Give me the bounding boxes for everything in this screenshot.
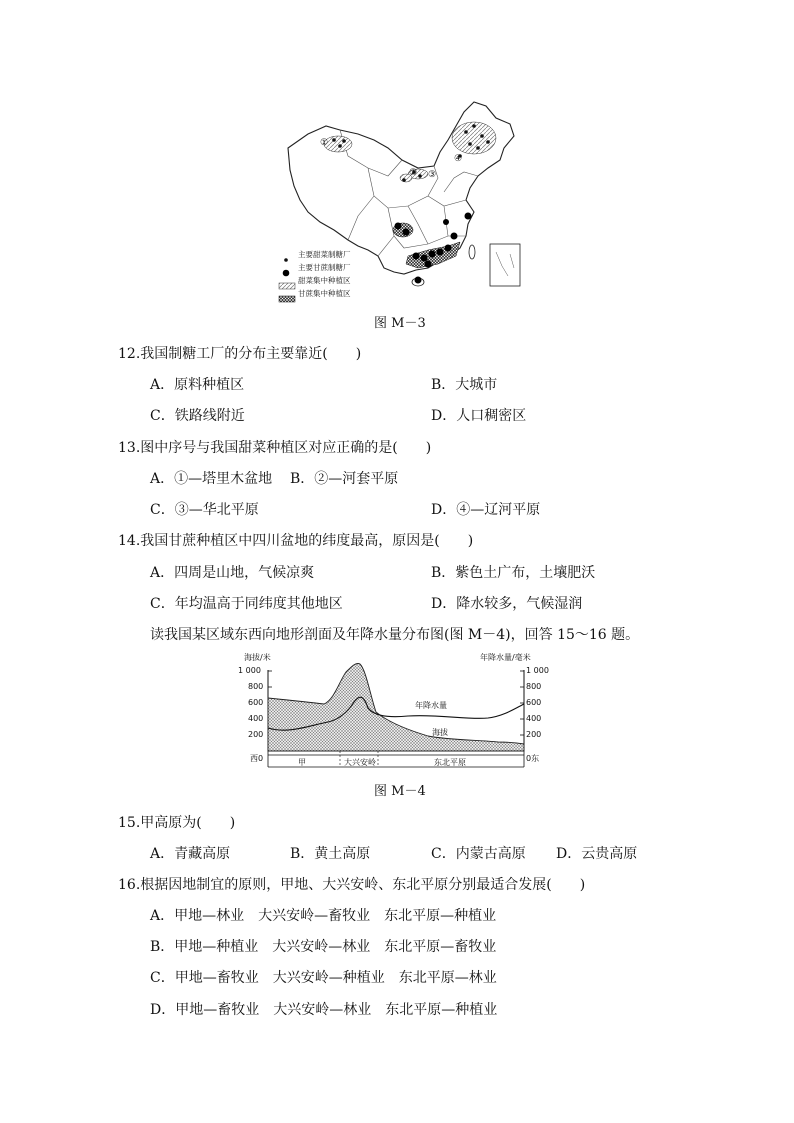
right-tick: 600 [526, 698, 542, 707]
right-tick: 200 [526, 730, 542, 739]
profile-chart [228, 650, 558, 772]
map-legend [278, 248, 378, 304]
left-tick: 600 [248, 698, 264, 707]
right-tick: 800 [526, 682, 542, 691]
legend-beet-factory [278, 248, 351, 261]
left-axis-title: 海拔/米 [244, 653, 271, 662]
region-daxinganling: 大兴安岭 [344, 758, 376, 767]
q12-option-b: B．大城市 [431, 377, 498, 393]
question-number: 12. [118, 346, 141, 362]
q13-option-b: B．②—河套平原 [290, 471, 399, 487]
q12-option-d: D．人口稠密区 [431, 408, 527, 424]
question-text: 我国制糖工厂的分布主要靠近( ) [140, 346, 362, 362]
question-number: 14. [118, 533, 141, 549]
q13-option-c: C．③—华北平原 [150, 502, 259, 518]
q14-option-c: C．年均温高于同纬度其他地区 [150, 596, 343, 612]
legend-label: 甘蔗集中种植区 [298, 289, 351, 298]
region-dongbei-plain: 东北平原 [434, 758, 466, 767]
left-tick: 0 [258, 754, 264, 763]
question-14 [118, 530, 473, 550]
right-tick: 0 [526, 754, 532, 763]
q16-option-d: D．甲地—畜牧业 大兴安岭—林业 东北平原—种植业 [150, 1002, 498, 1018]
question-text: 甲高原为( ) [140, 815, 236, 831]
q16-option-b: B．甲地—种植业 大兴安岭—林业 东北平原—畜牧业 [150, 939, 497, 955]
q16-option-c: C．甲地—畜牧业 大兴安岭—种植业 东北平原—林业 [150, 970, 497, 986]
profile-figure [228, 650, 558, 772]
left-tick: 800 [248, 682, 264, 691]
region-jia: 甲 [298, 758, 306, 767]
q13-option-d: D．④—辽河平原 [431, 502, 541, 518]
q14-option-d: D．降水较多，气候湿润 [431, 596, 583, 612]
question-number: 16. [118, 877, 141, 893]
q14-option-a: A．四周是山地，气候凉爽 [150, 565, 315, 581]
q13-option-a: A．①—塔里木盆地 [150, 471, 273, 487]
elevation-area [268, 663, 524, 751]
q14-option-b: B．紫色土广布，土壤肥沃 [431, 565, 596, 581]
question-text: 图中序号与我国甜菜种植区对应正确的是( ) [140, 440, 432, 456]
legend-label: 主要甜菜制糖厂 [298, 250, 351, 259]
question-12 [118, 343, 361, 363]
q15-option-d: D．云贵高原 [556, 846, 638, 862]
east-label: 东 [531, 754, 540, 763]
q16-option-a: A．甲地—林业 大兴安岭—畜牧业 东北平原—种植业 [150, 908, 497, 924]
question-13 [118, 437, 431, 457]
precipitation-label: 年降水量 [415, 701, 447, 710]
legend-beet-area [278, 274, 351, 287]
legend-cane-factory [278, 261, 351, 274]
elevation-label: 海拔 [432, 728, 448, 737]
q15-option-c: C．内蒙古高原 [431, 846, 526, 862]
question-16 [118, 874, 585, 894]
right-tick: 1 000 [526, 666, 549, 675]
question-text: 我国甘蔗种植区中四川盆地的纬度最高，原因是( ) [140, 533, 474, 549]
question-15 [118, 812, 235, 832]
right-tick: 400 [526, 714, 542, 723]
marker-1: ① [320, 138, 329, 148]
marker-4: ④ [454, 154, 463, 164]
map-caption: 图 M－3 [374, 316, 426, 331]
left-tick: 1 000 [238, 666, 261, 675]
profile-caption: 图 M－4 [374, 784, 426, 799]
light-hatch-icon [278, 276, 298, 286]
large-dot-icon [278, 263, 298, 273]
q15-option-b: B．黄土高原 [290, 846, 371, 862]
small-dot-icon [278, 250, 298, 260]
question-text: 根据因地制宜的原则，甲地、大兴安岭、东北平原分别最适合发展( ) [140, 877, 586, 893]
reading-intro: 读我国某区域东西向地形剖面及年降水量分布图(图 M－4)，回答 15～16 题。 [150, 627, 640, 643]
marker-3: ③ [428, 170, 437, 180]
marker-2: ② [409, 168, 418, 178]
question-number: 15. [118, 815, 141, 831]
question-number: 13. [118, 440, 141, 456]
dark-hatch-icon [278, 289, 298, 299]
legend-cane-area [278, 287, 351, 300]
left-tick: 200 [248, 730, 264, 739]
left-tick: 400 [248, 714, 264, 723]
q12-option-c: C．铁路线附近 [150, 408, 245, 424]
q15-option-a: A．青藏高原 [150, 846, 231, 862]
legend-label: 甜菜集中种植区 [298, 276, 351, 285]
legend-label: 主要甘蔗制糖厂 [298, 263, 351, 272]
right-axis-title: 年降水量/毫米 [480, 653, 531, 662]
q12-option-a: A．原料种植区 [150, 377, 245, 393]
west-label: 西 [250, 754, 258, 763]
china-sugar-map [278, 96, 528, 306]
